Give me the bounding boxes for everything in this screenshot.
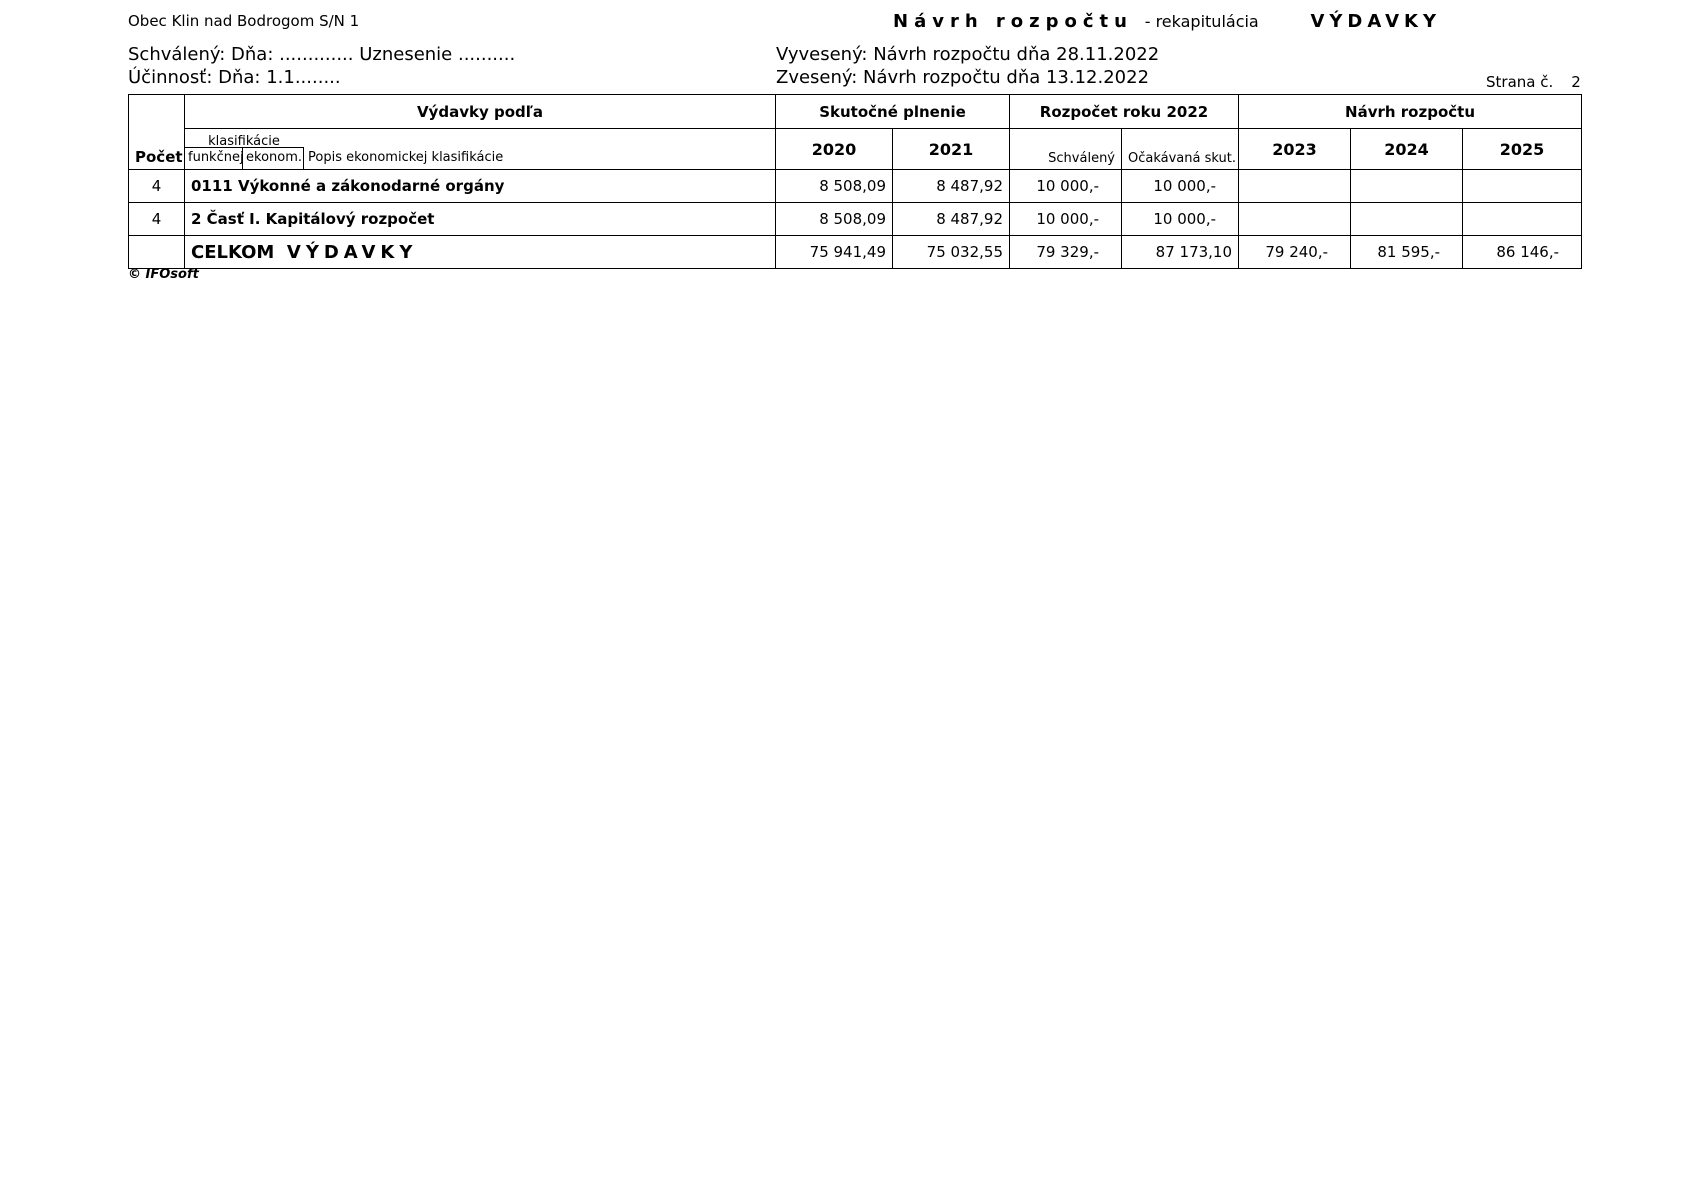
economic-label: ekonom. bbox=[246, 150, 303, 165]
total-label-word: VÝDAVKY bbox=[286, 241, 418, 263]
row-expected: 10 000,- bbox=[1122, 170, 1239, 203]
budget-year-header: Rozpočet roku 2022 bbox=[1010, 95, 1239, 129]
row-approved: 10 000,- bbox=[1010, 203, 1122, 236]
page-label: Strana č. bbox=[1486, 73, 1554, 91]
total-actual-2020: 75 941,49 bbox=[776, 236, 893, 269]
row-actual-2020: 8 508,09 bbox=[776, 203, 893, 236]
total-actual-2021: 75 032,55 bbox=[893, 236, 1010, 269]
row-label: 0111 Výkonné a zákonodarné orgány bbox=[185, 170, 776, 203]
table-header-row bbox=[129, 95, 1582, 129]
budget-table bbox=[128, 94, 1582, 269]
classification-label: klasifikácie bbox=[208, 134, 280, 149]
year-2023-header: 2023 bbox=[1239, 129, 1351, 170]
total-count bbox=[129, 236, 185, 269]
classification-header bbox=[185, 129, 776, 170]
total-label-prefix: CELKOM bbox=[191, 241, 275, 263]
row-proposal-2023 bbox=[1239, 203, 1351, 236]
page-number: 2 bbox=[1571, 73, 1581, 91]
table-row bbox=[129, 203, 1582, 236]
row-proposal-2025 bbox=[1463, 170, 1582, 203]
table-row bbox=[129, 170, 1582, 203]
count-header: Počet bbox=[129, 95, 185, 170]
organization-name: Obec Klin nad Bodrogom S/N 1 bbox=[128, 12, 360, 30]
document-title bbox=[893, 11, 1441, 32]
approved-line: Schválený: Dňa: ............. Uznesenie .......... bbox=[128, 44, 516, 65]
row-actual-2020: 8 508,09 bbox=[776, 170, 893, 203]
classification-separator bbox=[303, 147, 304, 169]
row-label: 2 Časť I. Kapitálový rozpočet bbox=[185, 203, 776, 236]
total-proposal-2025: 86 146,- bbox=[1463, 236, 1582, 269]
actual-header: Skutočné plnenie bbox=[776, 95, 1010, 129]
posted-line: Vyvesený: Návrh rozpočtu dňa 28.11.2022 bbox=[776, 44, 1160, 65]
title-main: Návrh rozpočtu bbox=[893, 11, 1133, 32]
year-2025-header: 2025 bbox=[1463, 129, 1582, 170]
row-proposal-2024 bbox=[1351, 170, 1463, 203]
page-indicator bbox=[1486, 73, 1581, 91]
approved-header: Schválený bbox=[1010, 129, 1122, 170]
description-label: Popis ekonomickej klasifikácie bbox=[308, 150, 504, 165]
expenses-by-header: Výdavky podľa bbox=[185, 95, 776, 129]
row-proposal-2025 bbox=[1463, 203, 1582, 236]
row-actual-2021: 8 487,92 bbox=[893, 170, 1010, 203]
total-label bbox=[185, 236, 776, 269]
classification-divider bbox=[185, 147, 303, 148]
row-actual-2021: 8 487,92 bbox=[893, 203, 1010, 236]
year-2024-header: 2024 bbox=[1351, 129, 1463, 170]
total-proposal-2024: 81 595,- bbox=[1351, 236, 1463, 269]
row-count: 4 bbox=[129, 203, 185, 236]
total-expected: 87 173,10 bbox=[1122, 236, 1239, 269]
copyright-footer: © IFOsoft bbox=[128, 267, 199, 282]
removed-line: Zvesený: Návrh rozpočtu dňa 13.12.2022 bbox=[776, 67, 1150, 88]
year-2020-header: 2020 bbox=[776, 129, 893, 170]
title-kind: VÝDAVKY bbox=[1310, 11, 1441, 32]
row-approved: 10 000,- bbox=[1010, 170, 1122, 203]
total-approved: 79 329,- bbox=[1010, 236, 1122, 269]
row-proposal-2023 bbox=[1239, 170, 1351, 203]
row-expected: 10 000,- bbox=[1122, 203, 1239, 236]
table-subheader-row bbox=[129, 129, 1582, 170]
row-count: 4 bbox=[129, 170, 185, 203]
year-2021-header: 2021 bbox=[893, 129, 1010, 170]
expected-header: Očakávaná skut. bbox=[1122, 129, 1239, 170]
functional-label: funkčnej bbox=[188, 150, 244, 165]
total-row bbox=[129, 236, 1582, 269]
total-proposal-2023: 79 240,- bbox=[1239, 236, 1351, 269]
proposal-header: Návrh rozpočtu bbox=[1239, 95, 1582, 129]
effective-line: Účinnosť: Dňa: 1.1........ bbox=[128, 67, 341, 88]
title-sub: - rekapitulácia bbox=[1144, 12, 1259, 31]
row-proposal-2024 bbox=[1351, 203, 1463, 236]
